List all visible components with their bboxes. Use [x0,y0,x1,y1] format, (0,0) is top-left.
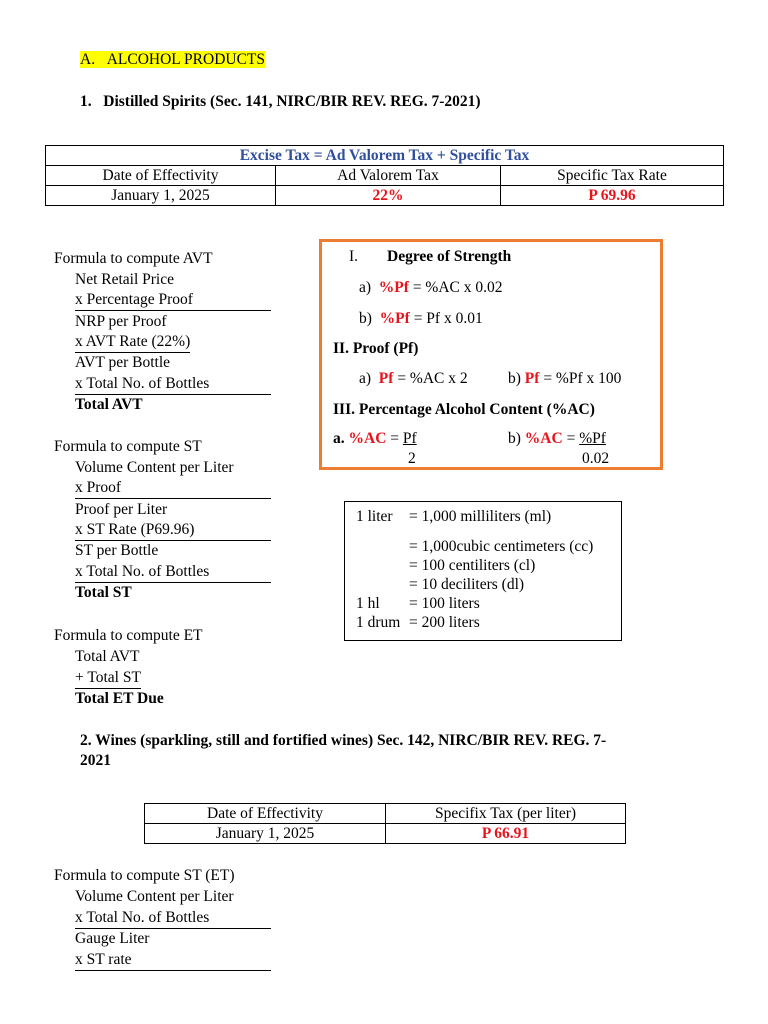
avt-line: Net Retail Price [75,271,174,288]
avt-line: x AVT Rate (22%) [75,332,190,353]
table2-date-value: January 1, 2025 [145,824,386,844]
st-line: x Total No. of Bottles [75,562,271,583]
et-line: Total AVT [75,648,140,665]
section-title: ALCOHOL PRODUCTS [106,51,266,68]
item1-title: Distilled Spirits (Sec. 141, NIRC/BIR REV. REG. 7-2021) [103,93,481,110]
distilled-spirits-tax-table [45,145,724,206]
st-line: x Proof [75,478,271,499]
st-formula-title: Formula to compute ST [54,438,202,455]
wine-st-line: Volume Content per Liter [75,888,234,905]
item2-heading-line1: 2. Wines (sparkling, still and fortified wines) Sec. 142, NIRC/BIR REV. REG. 7- [80,732,607,749]
avt-line: AVT per Bottle [75,354,171,371]
et-total: Total ET Due [75,690,164,707]
unit-value: = 100 centiliters (cl) [409,557,536,574]
st-total: Total ST [75,584,132,601]
table1-avt-value: 22% [276,186,501,206]
table1-date-value: January 1, 2025 [46,186,276,206]
table1-col-st: Specific Tax Rate [501,166,724,186]
alcohol-content-heading: III. Percentage Alcohol Content (%AC) [333,401,595,418]
strength-h1-num: I. [349,248,359,265]
wine-st-formula-title: Formula to compute ST (ET) [54,867,235,884]
alcohol-content-a-den: 2 [408,450,416,467]
proof-b: b) Pf = %Pf x 100 [508,370,622,387]
table2-col-st: Specifix Tax (per liter) [386,804,626,824]
section-heading [80,50,265,70]
table1-header: Excise Tax = Ad Valorem Tax + Specific Tax [46,146,724,166]
et-formula-title: Formula to compute ET [54,627,203,644]
avt-formula-title: Formula to compute AVT [54,250,213,267]
st-line: x ST Rate (P69.96) [75,520,271,541]
unit-label: 1 drum [356,614,401,631]
avt-total: Total AVT [75,396,143,413]
item1-heading [80,92,481,112]
alcohol-content-a: a. %AC = Pf [333,430,417,447]
table2-st-value: P 66.91 [386,824,626,844]
avt-line: x Percentage Proof [75,290,271,311]
unit-value: = 10 deciliters (dl) [409,576,525,593]
st-line: Proof per Liter [75,501,168,518]
unit-value: = 1,000 milliliters (ml) [409,508,552,525]
wine-st-line: Gauge Liter [75,930,150,947]
unit-value: = 1,000cubic centimeters (cc) [409,538,594,555]
strength-b: b) %Pf = Pf x 0.01 [359,310,483,327]
strength-h1: Degree of Strength [387,248,512,265]
et-line: + Total ST [75,668,141,689]
table2-col-date: Date of Effectivity [145,804,386,824]
unit-label: 1 hl [356,595,380,612]
item2-heading-line2: 2021 [80,752,111,769]
strength-a: a) %Pf = %AC x 0.02 [359,279,503,296]
table1-col-avt: Ad Valorem Tax [276,166,501,186]
wines-tax-table [144,803,626,844]
avt-line: NRP per Proof [75,313,167,330]
st-line: ST per Bottle [75,542,159,559]
alcohol-content-b: b) %AC = %Pf [508,430,606,447]
wine-st-line: x ST rate [75,950,271,971]
table1-st-value: P 69.96 [501,186,724,206]
unit-value: = 200 liters [409,614,480,631]
avt-line: x Total No. of Bottles [75,374,271,395]
proof-heading: II. Proof (Pf) [333,340,419,357]
proof-a: a) Pf = %AC x 2 [359,370,468,387]
alcohol-content-b-den: 0.02 [582,450,610,467]
st-line: Volume Content per Liter [75,459,234,476]
table1-col-date: Date of Effectivity [46,166,276,186]
unit-label: 1 liter [356,508,393,525]
unit-value: = 100 liters [409,595,480,612]
wine-st-line: x Total No. of Bottles [75,908,271,929]
section-marker: A. [80,51,96,68]
item1-number: 1. [80,93,92,110]
